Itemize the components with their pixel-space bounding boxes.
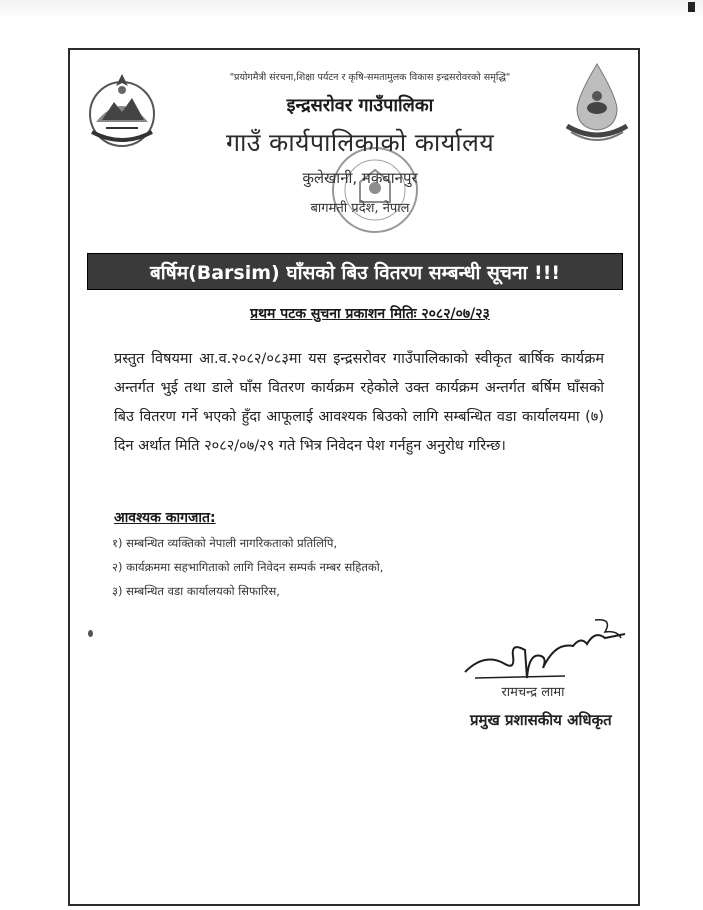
address-line-2: बागमती प्रदेश, नेपाल (310, 201, 410, 216)
requirement-item: २) कार्यक्रममा सहभागिताको लागि निवेदन सम्पर्क नम्बर सहितको, (112, 560, 384, 574)
requirement-item: १) सम्बन्धित व्यक्तिको नेपाली नागरिकताको प्रतिलिपि, (112, 536, 338, 550)
requirement-item: ३) सम्बन्धित वडा कार्यालयको सिफारिस, (112, 584, 280, 598)
municipality-name: इन्द्रसरोवर गाउँपालिका (286, 95, 434, 116)
motto-text: "प्रयोगमैत्री संरचना,शिक्षा पर्यटन र कृषि-समतामुलक विकास इन्द्रसरोवरको समृद्धि" (229, 72, 511, 83)
requirements-heading: आवश्यक कागजात: (114, 510, 216, 526)
notice-body: प्रस्तुत विषयमा आ.व.२०८२/०८३मा यस इन्द्रसरोवर गाउँपालिकाको स्वीकृत बार्षिक कार्यक्रम अन्तर्गत भुई तथा डाले घाँस वितरण कार्यक्रम रहेकोले उक्त कार्यक्रम अन्तर्गत बर्षिम घाँसको बिउ वितरण गर्ने भएको हुँदा आफूलाई आवश्यक बिउको लागि सम्बन्धित वडा कार्यालयमा (७) दिन अर्थात मिति २०८२/०७/२९ गते भित्र निवेदन पेश गर्नहुन अनुरोध गरिन्छ। (114, 351, 604, 454)
publication-date-line (150, 304, 590, 323)
signer-title: प्रमुख प्रशासकीय अधिकृत (470, 711, 612, 729)
requirements-list (112, 532, 383, 604)
notice-title-banner (87, 253, 623, 290)
scan-corner-mark (688, 2, 695, 12)
notice-title: बर्षिम(Barsim) घाँसको बिउ वितरण सम्बन्धी सूचना !!! (149, 261, 561, 284)
address-line-1: कुलेखानी, मकवानपुर (302, 169, 418, 187)
publication-date: प्रथम पटक सुचना प्रकाशन मितिः २०८२/०७/२३ (250, 306, 490, 322)
signer-name: रामचन्द्र लामा (501, 685, 565, 700)
municipality-logo-icon (559, 60, 635, 148)
office-title: गाउँ कार्यपालिकाको कार्यालय (225, 128, 495, 157)
scan-edge (0, 0, 703, 20)
office-stamp-icon (320, 142, 430, 238)
ink-speck (88, 630, 93, 637)
